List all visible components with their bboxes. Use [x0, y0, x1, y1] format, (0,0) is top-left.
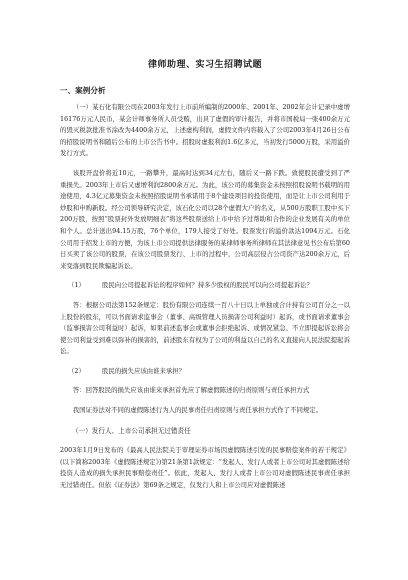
- question-2: [60, 366, 350, 378]
- section-heading: 一、案例分析: [60, 86, 106, 95]
- question-number: （1）: [68, 281, 85, 290]
- case-paragraph-2: 该股开盘价将近10元，一路攀升，最高时达到34元左右，随后又一路下跌。致使股民遭受到了严重损失。2003年上市后又虚增利润2800余万元。为此，该公司的募集资金未按照招股说明书载明的用途使用，4.3亿元募集资金未按照招股说明书承诺用于8个建设项目的投资使用，而是让上市公司利用于炒股和申购新股。经公司领导研究决定，该石化公司以28个虚假大户的名义，从500万股职工股中买下200万股，按照“股票封外发放明细表”将这些股票送给上市中给予过帮助和合作的企业发展有关的单位和个人。总计送出94.15万股，76个单位，179人接受了好处。股票发行的溢价款达1094万元。石化公司用于招发上市的方便，为该上市公司提供法律服务的某律师事务所律师在其法律意见书公布后第60日买卖了该公司的股票，在该公司股票发行、上市的过程中，公司高层侵占公司资产达200余万元，后来变落到股民欺骗起诉讼。: [60, 168, 350, 270]
- paragraph-liability: 我国证券法对不同的虚假陈述行为人的民事责任归责原则与责任承担方式作了不同规定。: [72, 406, 323, 415]
- document-title: 律师助理、实习生招聘试题: [147, 60, 262, 70]
- answer-2: 答：回答股民的损失应该由谁来承担首先应了解虚假陈述的归责原则与责任承担方式: [72, 386, 310, 395]
- question-text: 股民向公司提起诉讼的程序如何？持多少股权的股民可以向公司提起诉讼？: [102, 281, 313, 290]
- question-number: （2）: [68, 366, 85, 375]
- question-text: 股民的损失应该由谁来承担？: [102, 366, 186, 375]
- question-1: [60, 280, 350, 292]
- paragraph-regulation: 2003年1月9日发布的《最高人民法院关于审理证券市场因虚假陈述引发的民事赔偿案件的若干规定》(以下简称2003年《虚假陈述规定》)第21条第1款规定：“发起人、发行人或者上市公司对其虚假陈述给投资人造成的损失承担民事赔偿责任”。依此，发起人、发行人或者上市公司对虚假陈述民事责任承担无过错责任。但依《证券法》第69条之规定，仅发行人和上市公司应对虚假陈述: [60, 446, 350, 490]
- case-paragraph-1: （一）某石化有限公司在2003年发行上市前所编制的2000年、2001年、2002年会计记录中虚增16176万元人民币，某会计师事务所人员受贿，出具了虚假的审计报告，并将市国税局一张400余万元的毁灭税款批准书涂改为4400余万元，上述虚构利润，虚假文件内容载入了公司2003年4月26日公布的招股说明书和随后公布的上市公告书中。招股时虚报利润1.6亿多元，当初发行5000万股，采用溢价发行方式。: [60, 103, 350, 158]
- answer-1: 答：根据公司法第152条规定：股份有限公司连续一百八十日以上单独或合计持有公司百分之一以上股份的股东，可以书面请求监事会（董事、高级管理人员损害公司利益时）起诉，或书面请求董事会（监事损害公司利益时）起诉，如果前述监事会或董事会拒绝起诉、或情况紧急、不立即提起诉讼将会使公司利益受到难以弥补的损害的，前述股东有权为了公司的利益以自己的名义直接向人民法院提起诉讼。: [60, 300, 350, 356]
- subheading-issuer-liability: （一）发行人、上市公司承担无过错责任: [72, 426, 191, 435]
